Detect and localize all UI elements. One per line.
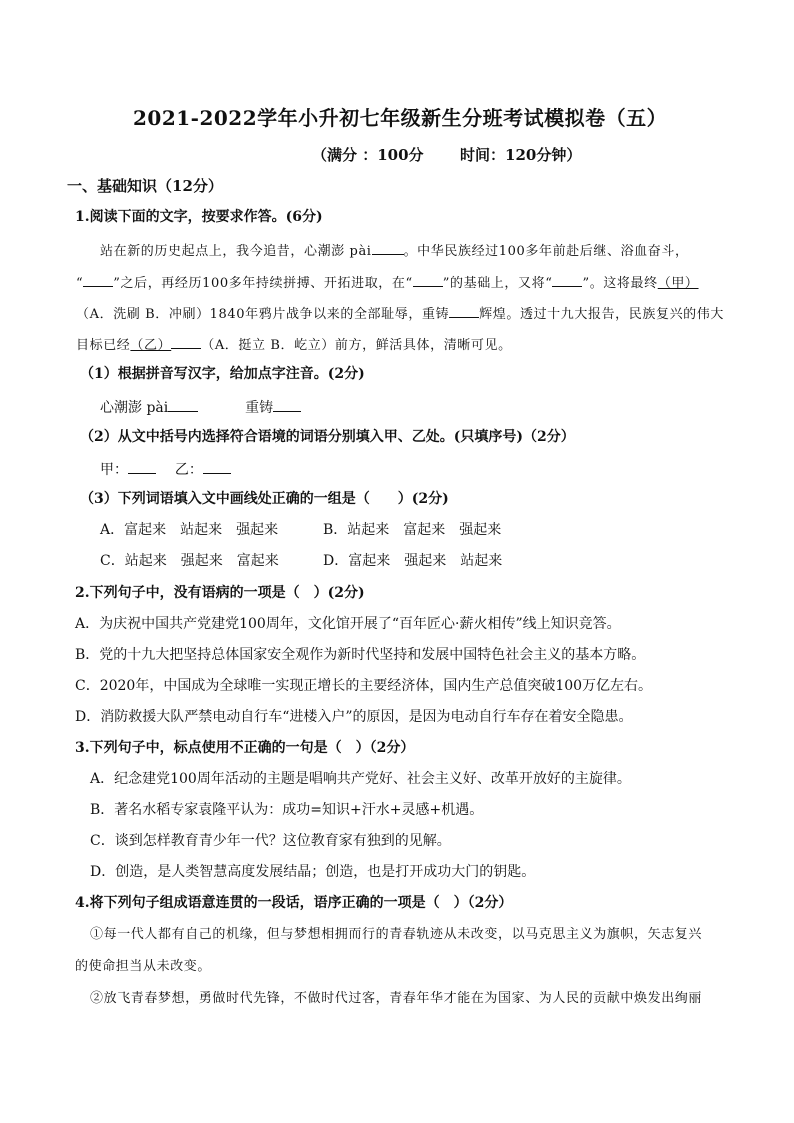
- blank: [449, 303, 479, 318]
- answer-blank-yi[interactable]: [203, 459, 231, 474]
- blank: [372, 240, 404, 255]
- question-1-title: 1.阅读下面的文字，按要求作答。(6分): [75, 209, 323, 225]
- blank-jia-marker: （甲）: [657, 276, 699, 291]
- option-c: C．2020年，中国成为全球唯一实现正增长的主要经济体，国内生产总值突破100万亿左右。: [75, 678, 653, 694]
- option-d: D．富起来 强起来 站起来: [323, 553, 503, 569]
- option-a: A．纪念建党100周年活动的主题是唱响共产党好、社会主义好、改革开放好的主旋律。: [90, 771, 631, 787]
- blank: [552, 272, 582, 287]
- exam-score-info: [312, 146, 581, 164]
- option-b: B．站起来 富起来 强起来: [323, 522, 502, 538]
- option-a: A．为庆祝中国共产党建党100周年，文化馆开展了“百年匠心·薪火相传”线上知识竞答。: [75, 616, 621, 632]
- answer-blank-jia[interactable]: [128, 459, 156, 474]
- option-d: D．创造，是人类智慧高度发展结晶；创造，也是打开成功大门的钥匙。: [90, 864, 536, 880]
- passage-line-1: 站在新的历史起点上，我今追昔，心潮澎 pài 。中华民族经过100多年前赴后继、浴血奋斗，: [100, 240, 689, 261]
- sentence-1-line-2: 的使命担当从未改变。: [75, 959, 212, 974]
- option-c: C．站起来 强起来 富起来: [100, 553, 279, 569]
- option-c: C．谈到怎样教育青少年一代？这位教育家有独到的见解。: [90, 833, 451, 849]
- option-b: B．著名水稻专家袁隆平认为：成功=知识+汗水+灵感+机遇。: [90, 802, 484, 818]
- passage-line-3: （A．洗刷 B．冲刷）1840年鸦片战争以来的全部耻辱，重铸 辉煌。透过十九大报告，民族复兴的伟大: [76, 303, 724, 324]
- passage-line-2: “ ”之后，再经历100多年持续拼搏、开拓进取，在“ ”的基础上，又将“ ”。这将最终（甲）: [76, 272, 699, 293]
- full-score: （满分 ：100分: [312, 146, 424, 164]
- section-title: 一、基础知识（12分）: [67, 177, 223, 195]
- subquestion-1-answers: 心潮澎 pài 重铸: [100, 397, 301, 417]
- option-d: D．消防救援大队严禁电动自行车“进楼入户”的原因，是因为电动自行车存在着安全隐患。: [75, 709, 633, 725]
- subquestion-2-answers: 甲： 乙：: [100, 459, 231, 479]
- answer-blank[interactable]: [273, 397, 301, 412]
- passage-line-4: 目标已经（乙） （A．挺立 B．屹立）前方，鲜活具体，清晰可见。: [76, 334, 512, 355]
- blank-yi-marker: （乙）: [130, 338, 172, 353]
- blank: [83, 272, 113, 287]
- subquestion-3-title: （3）下列词语填入文中画线处正确的一组是（ ）(2分): [80, 491, 449, 507]
- sentence-1-line-1: ①每一代人都有自己的机缘，但与梦想相拥而行的青春轨迹从未改变，以马克思主义为旗帜，矢志复兴: [90, 927, 703, 942]
- subquestion-1-title: （1）根据拼音写汉字，给加点字注音。(2分): [80, 366, 365, 382]
- question-3-title: 3.下列句子中，标点使用不正确的一句是（ ）（2分）: [75, 740, 415, 756]
- answer-blank[interactable]: [168, 397, 198, 412]
- time-limit: 时间：120分钟）: [460, 146, 582, 164]
- blank: [413, 272, 443, 287]
- sentence-2-line-1: ②放飞青春梦想，勇做时代先锋，不做时代过客，青春年华才能在为国家、为人民的贡献中焕发出绚丽: [90, 991, 703, 1006]
- subquestion-2-title: （2）从文中括号内选择符合语境的词语分别填入甲、乙处。(只填序号)（2分）: [80, 429, 575, 445]
- blank: [171, 334, 201, 349]
- question-2-title: 2.下列句子中，没有语病的一项是（ ）(2分): [75, 585, 365, 601]
- exam-title: 2021-2022学年小升初七年级新生分班考试模拟卷（五）: [133, 106, 668, 130]
- option-b: B．党的十九大把坚持总体国家安全观作为新时代坚持和发展中国特色社会主义的基本方略。: [75, 647, 646, 663]
- question-4-title: 4.将下列句子组成语意连贯的一段话，语序正确的一项是（ ）（2分）: [75, 895, 513, 911]
- option-a: A．富起来 站起来 强起来: [100, 522, 279, 538]
